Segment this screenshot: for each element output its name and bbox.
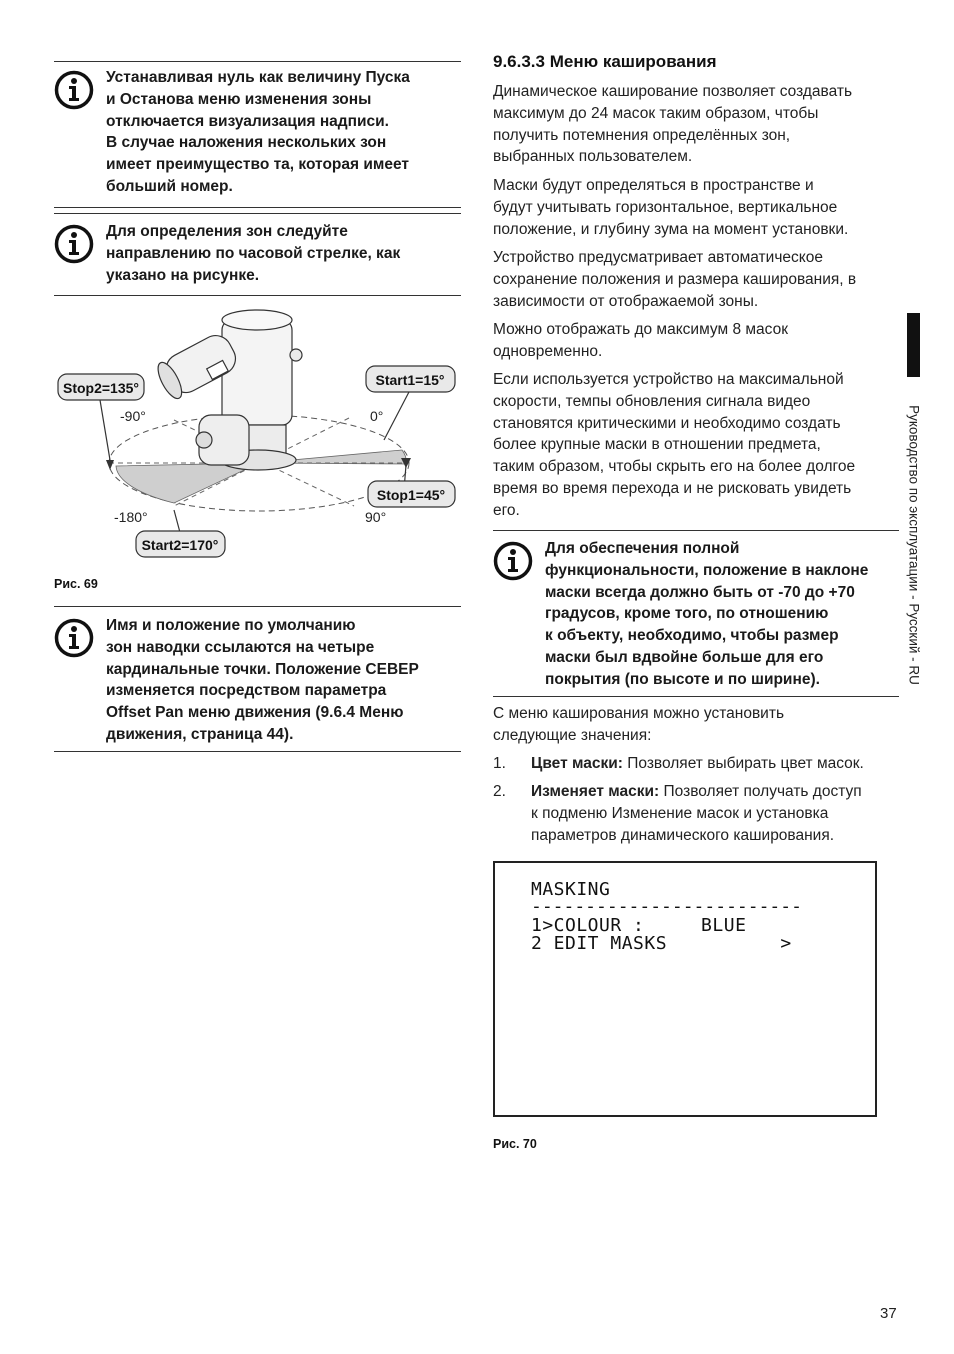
list-text: Позволяет выбирать цвет масок. [622, 755, 864, 772]
list-text-cont: параметров динамического каширования. [531, 826, 835, 844]
ptz-camera [153, 310, 302, 470]
list-term: Цвет маски: [531, 755, 623, 772]
osd-separator: ------------------------- [531, 896, 802, 917]
divider [493, 530, 899, 531]
list-body [531, 753, 899, 775]
divider [493, 696, 899, 697]
info-icon [54, 70, 94, 110]
paragraph-1: Динамическое каширование позволяет создавать максимум до 24 масок таким образом, чтобы получить потемнения определённых зон, выбранных пользователем. [493, 83, 853, 166]
info-icon [54, 224, 94, 264]
note-text: Устанавливая нуль как величину Пуска и Останова меню изменения зоны отключается визуализация надписи. В случае наложения нескольких зон имеет преимущество та, которая имеет больший номер. [106, 69, 410, 195]
label-stop2-text: Stop2=135° [62, 380, 140, 396]
osd-row-colour: 1>COLOUR : BLUE [531, 915, 747, 936]
label-start1 [366, 366, 455, 392]
chapter-tab [907, 313, 920, 377]
pointer-start1 [384, 390, 410, 440]
info-note-3 [54, 618, 461, 748]
label-stop2 [58, 374, 144, 400]
page-number: 37 [880, 1305, 897, 1322]
figure-caption: Рис. 69 [54, 577, 98, 591]
divider [54, 751, 461, 752]
arrow-stop2 [106, 460, 114, 470]
label-stop1-text: Stop1=45° [376, 487, 446, 503]
label-start2 [136, 531, 225, 557]
list-number: 1. [493, 755, 506, 772]
list-item [493, 781, 903, 851]
note-text: Имя и положение по умолчанию зон наводки ссылаются на четыре кардинальные точки. Положение СЕВЕР изменяется посредством параметра Offset Pan меню движения (9.6.4 Меню движения, страница 44). [106, 617, 419, 743]
label-stop1 [368, 481, 455, 507]
info-note-4 [493, 541, 901, 691]
sidebar-title: Руководство по эксплуатации - Русский - RU [906, 405, 922, 685]
osd-menu-screen [493, 861, 877, 1117]
list-item [493, 753, 903, 777]
paragraph-3: Устройство предусматривает автоматическое сохранение положения и размера каширования, в зависимости от отображаемой зоны. [493, 249, 857, 310]
list-body [531, 781, 899, 846]
list-text: Позволяет получать доступ [659, 783, 862, 800]
divider [54, 606, 461, 607]
paragraph-5: Если используется устройство на максимальной скорости, темпы обновления сигнала видео становятся критическими и необходимо создать более крупные маски в отношении предмета, таким образом, чтобы скрыть его на более долгое время во время перехода и не рисковать увидеть его. [493, 371, 856, 519]
divider [54, 207, 461, 208]
note-text: Для обеспечения полной функциональности, положение в наклоне маски всегда должно быть от -70 до +70 градусов, кроме того, по отношению к объекту, необходимо, чтобы размер маски был вдвойне больше для его покрытия (по высоте и по ширине). [545, 540, 869, 688]
divider [54, 213, 461, 214]
list-text-cont: к подменю Изменение масок и установка [531, 804, 829, 822]
osd-title: MASKING [531, 879, 611, 900]
zone-diagram-figure [54, 300, 464, 565]
angle-minus90: -90° [120, 408, 146, 424]
divider [54, 61, 461, 62]
info-note-2 [54, 224, 461, 294]
info-icon [493, 541, 533, 581]
pointer-stop2 [100, 400, 110, 460]
label-start1-text: Start1=15° [375, 372, 445, 388]
angle-minus180: -180° [114, 509, 148, 525]
figure-caption: Рис. 70 [493, 1137, 537, 1151]
section-heading: 9.6.3.3 Меню каширования [493, 52, 717, 71]
zone-diagram [54, 300, 464, 565]
paragraph-6: С меню каширования можно установить следующие значения: [493, 705, 785, 744]
list-term: Изменяет маски: [531, 783, 660, 800]
osd-row-edit-masks: 2 EDIT MASKS > [531, 933, 792, 954]
info-note-1 [54, 70, 461, 200]
angle-zero: 0° [370, 408, 384, 424]
paragraph-2: Маски будут определяться в пространстве и будут учитывать горизонтальное, вертикальное положение, и глубину зума на момент установки. [493, 177, 849, 238]
list-number: 2. [493, 783, 506, 800]
paragraph-4: Можно отображать до максимум 8 масок одновременно. [493, 321, 788, 360]
angle-plus90: 90° [365, 509, 387, 525]
note-text: Для определения зон следуйте направлению по часовой стрелке, как указано на рисунке. [106, 223, 401, 284]
info-icon [54, 618, 94, 658]
label-start2-text: Start2=170° [141, 537, 219, 553]
divider [54, 295, 461, 296]
